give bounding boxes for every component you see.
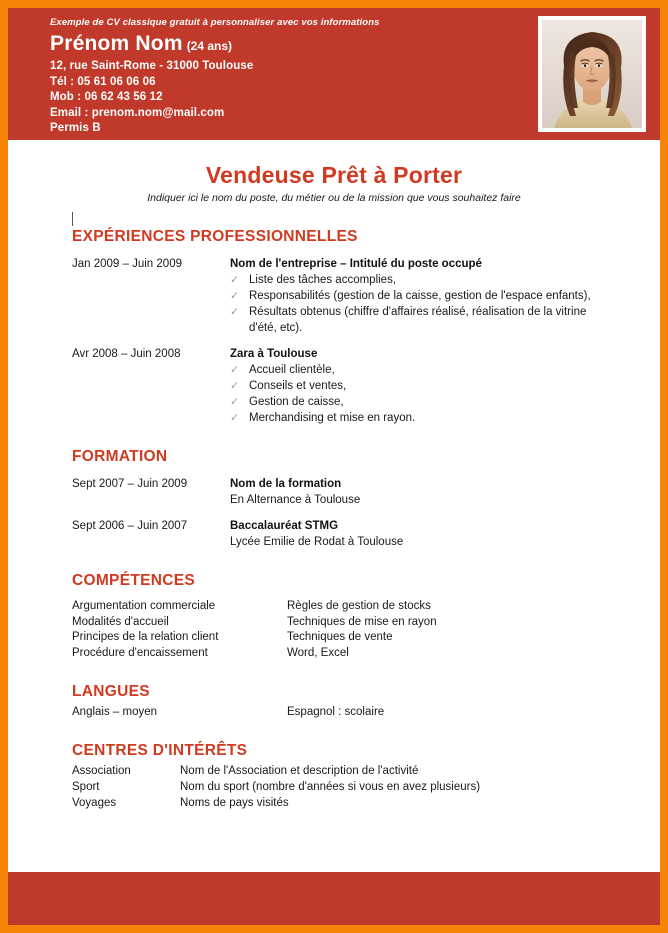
list-item	[230, 288, 599, 304]
candidate-address: 12, rue Saint-Rome - 31000 Toulouse	[50, 60, 254, 72]
entry-heading: Nom de l'entreprise – Intitulé du poste occupé	[230, 258, 482, 270]
section-title-experience: EXPÉRIENCES PROFESSIONNELLES	[72, 228, 358, 245]
interet-row	[22, 779, 646, 795]
interet-value: Nom de l'Association et description de l'activité	[180, 765, 419, 777]
check-icon: ✓	[230, 274, 240, 286]
langue-row	[22, 704, 646, 720]
check-icon: ✓	[230, 290, 240, 302]
list-item	[230, 410, 599, 426]
list-item: Procédure d'encaissement	[72, 646, 208, 659]
langue-secondary: Espagnol : scolaire	[287, 706, 385, 718]
list-item: Règles de gestion de stocks	[287, 600, 431, 612]
bullet-text: Résultats obtenus (chiffre d'affaires réalisé, réalisation de la vitrine d'été, etc).	[249, 306, 587, 334]
interet-label: Sport	[72, 781, 100, 793]
check-icon: ✓	[230, 306, 240, 318]
formation-entry	[22, 519, 646, 550]
entry-date: Avr 2008 – Juin 2008	[72, 348, 181, 360]
list-item: Techniques de mise en rayon	[287, 615, 437, 628]
interet-row	[22, 795, 646, 811]
interet-label: Voyages	[72, 797, 117, 809]
candidate-age: (24 ans)	[186, 39, 233, 53]
langue-primary: Anglais – moyen	[72, 706, 158, 718]
entry-date: Sept 2007 – Juin 2009	[72, 478, 188, 490]
entry-heading: Zara à Toulouse	[230, 348, 318, 360]
entry-bullets	[230, 272, 646, 336]
cv-footer-band	[8, 872, 660, 925]
interets-list	[22, 763, 646, 811]
interet-label: Association	[72, 765, 131, 777]
text-cursor	[72, 212, 73, 226]
entry-date: Jan 2009 – Juin 2009	[72, 258, 182, 270]
entry-sub: Lycée Emilie de Rodat à Toulouse	[230, 536, 404, 548]
cv-header-band	[8, 8, 660, 140]
list-item	[230, 394, 599, 410]
bullet-text: Conseils et ventes,	[249, 380, 347, 392]
section-title-formation: FORMATION	[72, 448, 168, 465]
entry-main	[230, 519, 646, 550]
list-item	[230, 304, 599, 336]
interet-value: Nom du sport (nombre d'années si vous en avez plusieurs)	[180, 781, 481, 793]
bullet-text: Merchandising et mise en rayon.	[249, 412, 416, 424]
entry-main	[230, 477, 646, 508]
header-tagline: Exemple de CV classique gratuit à personnaliser avec vos informations	[50, 17, 380, 28]
entry-main	[230, 347, 646, 426]
check-icon: ✓	[230, 396, 240, 408]
section-title-competences: COMPÉTENCES	[72, 572, 196, 589]
competences-right-column	[287, 599, 646, 661]
bullet-text: Accueil clientèle,	[249, 364, 335, 376]
entry-bullets	[230, 362, 646, 426]
entry-main	[230, 257, 646, 336]
candidate-phone: Tél : 05 61 06 06 06	[50, 75, 156, 88]
list-item	[230, 272, 599, 288]
bullet-text: Gestion de caisse,	[249, 396, 344, 408]
entry-heading: Baccalauréat STMG	[230, 520, 339, 532]
cv-body	[8, 162, 660, 811]
candidate-photo-frame	[538, 16, 646, 132]
job-title: Vendeuse Prêt à Porter	[205, 162, 463, 188]
list-item: Argumentation commerciale	[72, 600, 216, 612]
entry-date: Sept 2006 – Juin 2007	[72, 520, 188, 532]
check-icon: ✓	[230, 364, 240, 376]
list-item	[230, 378, 599, 394]
list-item: Modalités d'accueil	[72, 615, 169, 628]
entry-sub: En Alternance à Toulouse	[230, 494, 361, 506]
formation-entry	[22, 477, 646, 508]
list-item	[230, 362, 599, 378]
experience-entry	[22, 257, 646, 336]
list-item: Word, Excel	[287, 646, 349, 659]
check-icon: ✓	[230, 380, 240, 392]
cv-page	[8, 8, 660, 925]
experience-entry	[22, 347, 646, 426]
interet-row	[22, 763, 646, 779]
competences-left-column	[72, 599, 287, 661]
candidate-name: Prénom Nom	[50, 32, 183, 55]
candidate-license: Permis B	[50, 122, 101, 134]
job-subtitle: Indiquer ici le nom du poste, du métier ou de la mission que vous souhaitez faire	[147, 192, 521, 204]
bullet-text: Liste des tâches accomplies,	[249, 274, 397, 286]
section-title-langues: LANGUES	[72, 683, 150, 700]
candidate-email: Email : prenom.nom@mail.com	[50, 106, 225, 119]
interet-value: Noms de pays visités	[180, 797, 289, 809]
bullet-text: Responsabilités (gestion de la caisse, gestion de l'espace enfants),	[249, 290, 591, 302]
competences-columns	[22, 599, 646, 661]
list-item: Principes de la relation client	[72, 631, 219, 643]
entry-heading: Nom de la formation	[230, 478, 342, 490]
candidate-mobile: Mob : 06 62 43 56 12	[50, 91, 163, 103]
candidate-photo	[542, 20, 642, 128]
check-icon: ✓	[230, 412, 240, 424]
section-title-interets: CENTRES D'INTÉRÊTS	[72, 742, 248, 759]
list-item: Techniques de vente	[287, 631, 393, 643]
